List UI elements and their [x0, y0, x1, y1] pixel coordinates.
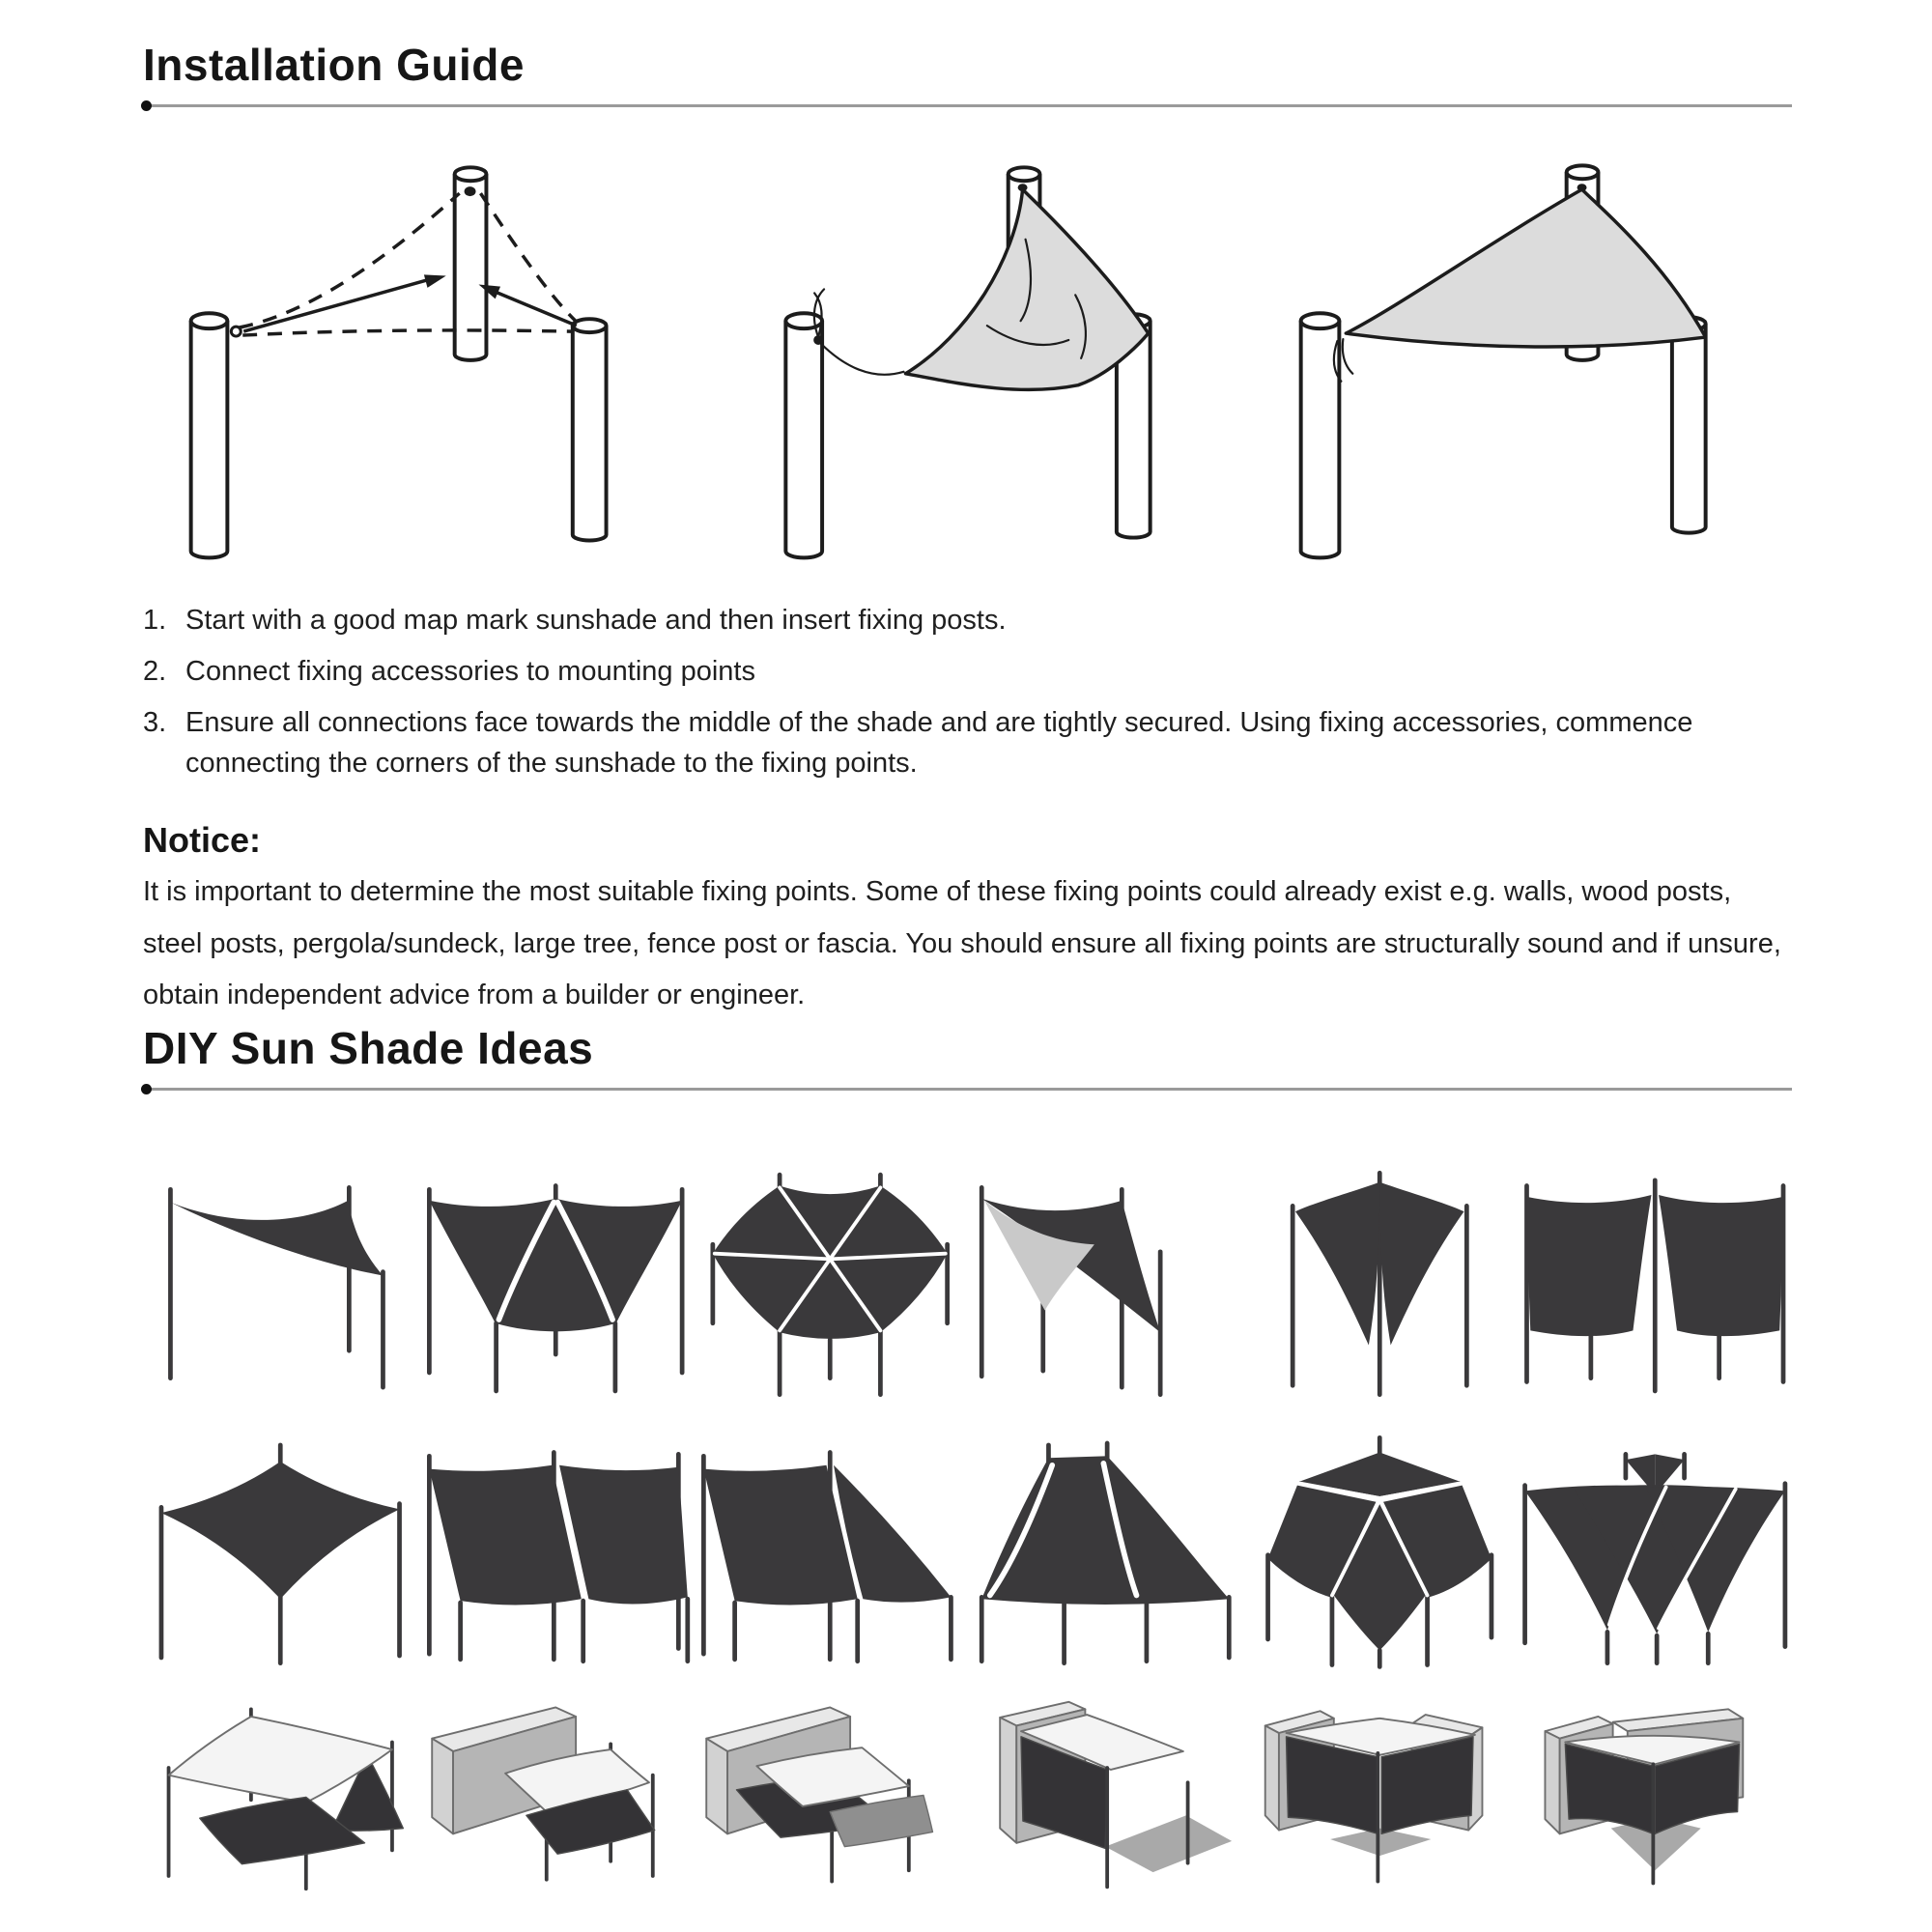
hexagon-star-sails — [693, 1152, 968, 1415]
diy-ideas-row-2 — [143, 1419, 1792, 1682]
ridge-tent-three-panels — [968, 1419, 1243, 1682]
installation-step — [143, 600, 1792, 640]
wall-corner-vertical-sail — [968, 1691, 1243, 1899]
step-number: 3. — [143, 707, 167, 739]
installation-step — [143, 702, 1792, 783]
corner-walls-butterfly — [1518, 1691, 1793, 1899]
square-sail-4-posts — [143, 1419, 418, 1682]
overlapped-dark-light-triangles — [968, 1152, 1243, 1415]
stacked-light-dark-freestanding — [143, 1691, 418, 1899]
diy-ideas-row-3 — [143, 1691, 1792, 1899]
wall-mounted-wrap — [693, 1691, 968, 1899]
diy-ideas-section — [143, 1022, 1792, 1899]
twin-triangles-5-posts — [418, 1152, 694, 1415]
step-text: Ensure all connections face towards the middle of the shade and are tightly secured. Using fixing accessories, commence connecting the corners of the sunshade to the fixing points. — [185, 707, 1693, 780]
installation-step — [143, 651, 1792, 692]
twin-square-sails — [1518, 1152, 1793, 1415]
section-divider — [143, 1088, 1792, 1091]
arrow-to-middle-post-right — [496, 292, 576, 326]
section-divider — [143, 104, 1792, 107]
step-number: 2. — [143, 656, 167, 688]
mark-and-insert-posts-diagram — [143, 123, 680, 567]
single-triangle-3-posts — [143, 1152, 418, 1415]
diy-ideas-row-1 — [143, 1152, 1792, 1415]
installation-guide-title: Installation Guide — [143, 40, 525, 90]
diy-ideas-title: DIY Sun Shade Ideas — [143, 1023, 594, 1074]
mount-point-dot — [465, 186, 476, 196]
hexagon-pavilion — [1242, 1419, 1518, 1682]
step-text: Start with a good map mark sunshade and then insert fixing posts. — [185, 605, 1007, 636]
wall-mounted-light-dark — [418, 1691, 694, 1899]
twin-walls-butterfly — [1242, 1691, 1518, 1899]
rectangle-and-triangle — [693, 1419, 968, 1682]
notice-title: Notice: — [143, 820, 262, 861]
tensioned-sunshade-diagram — [1255, 123, 1792, 567]
twin-slanted-rectangles — [418, 1419, 694, 1682]
notice-text: It is important to determine the most suitable fixing points. Some of these fixing points could already exist e.g. walls, wood posts, steel posts, pergola/sundeck, large tree, fence post or fascia. You should ensure all fixing points are structurally sound and if unsure, obtain independent advice from a builder or engineer. — [143, 876, 1781, 1011]
step-number: 1. — [143, 605, 167, 636]
tri-point-overlapping-sails — [1518, 1419, 1793, 1682]
installation-diagrams — [143, 123, 1792, 567]
tension-rope — [820, 343, 903, 375]
step-text: Connect fixing accessories to mounting points — [185, 656, 755, 688]
installation-steps — [143, 600, 1792, 783]
tensioned-sunshade — [1346, 189, 1705, 347]
attach-sunshade-corners-diagram — [699, 123, 1236, 567]
draped-sunshade — [905, 189, 1148, 389]
kite-twin-triangles — [1242, 1152, 1518, 1415]
installation-guide-section — [143, 39, 1792, 1022]
